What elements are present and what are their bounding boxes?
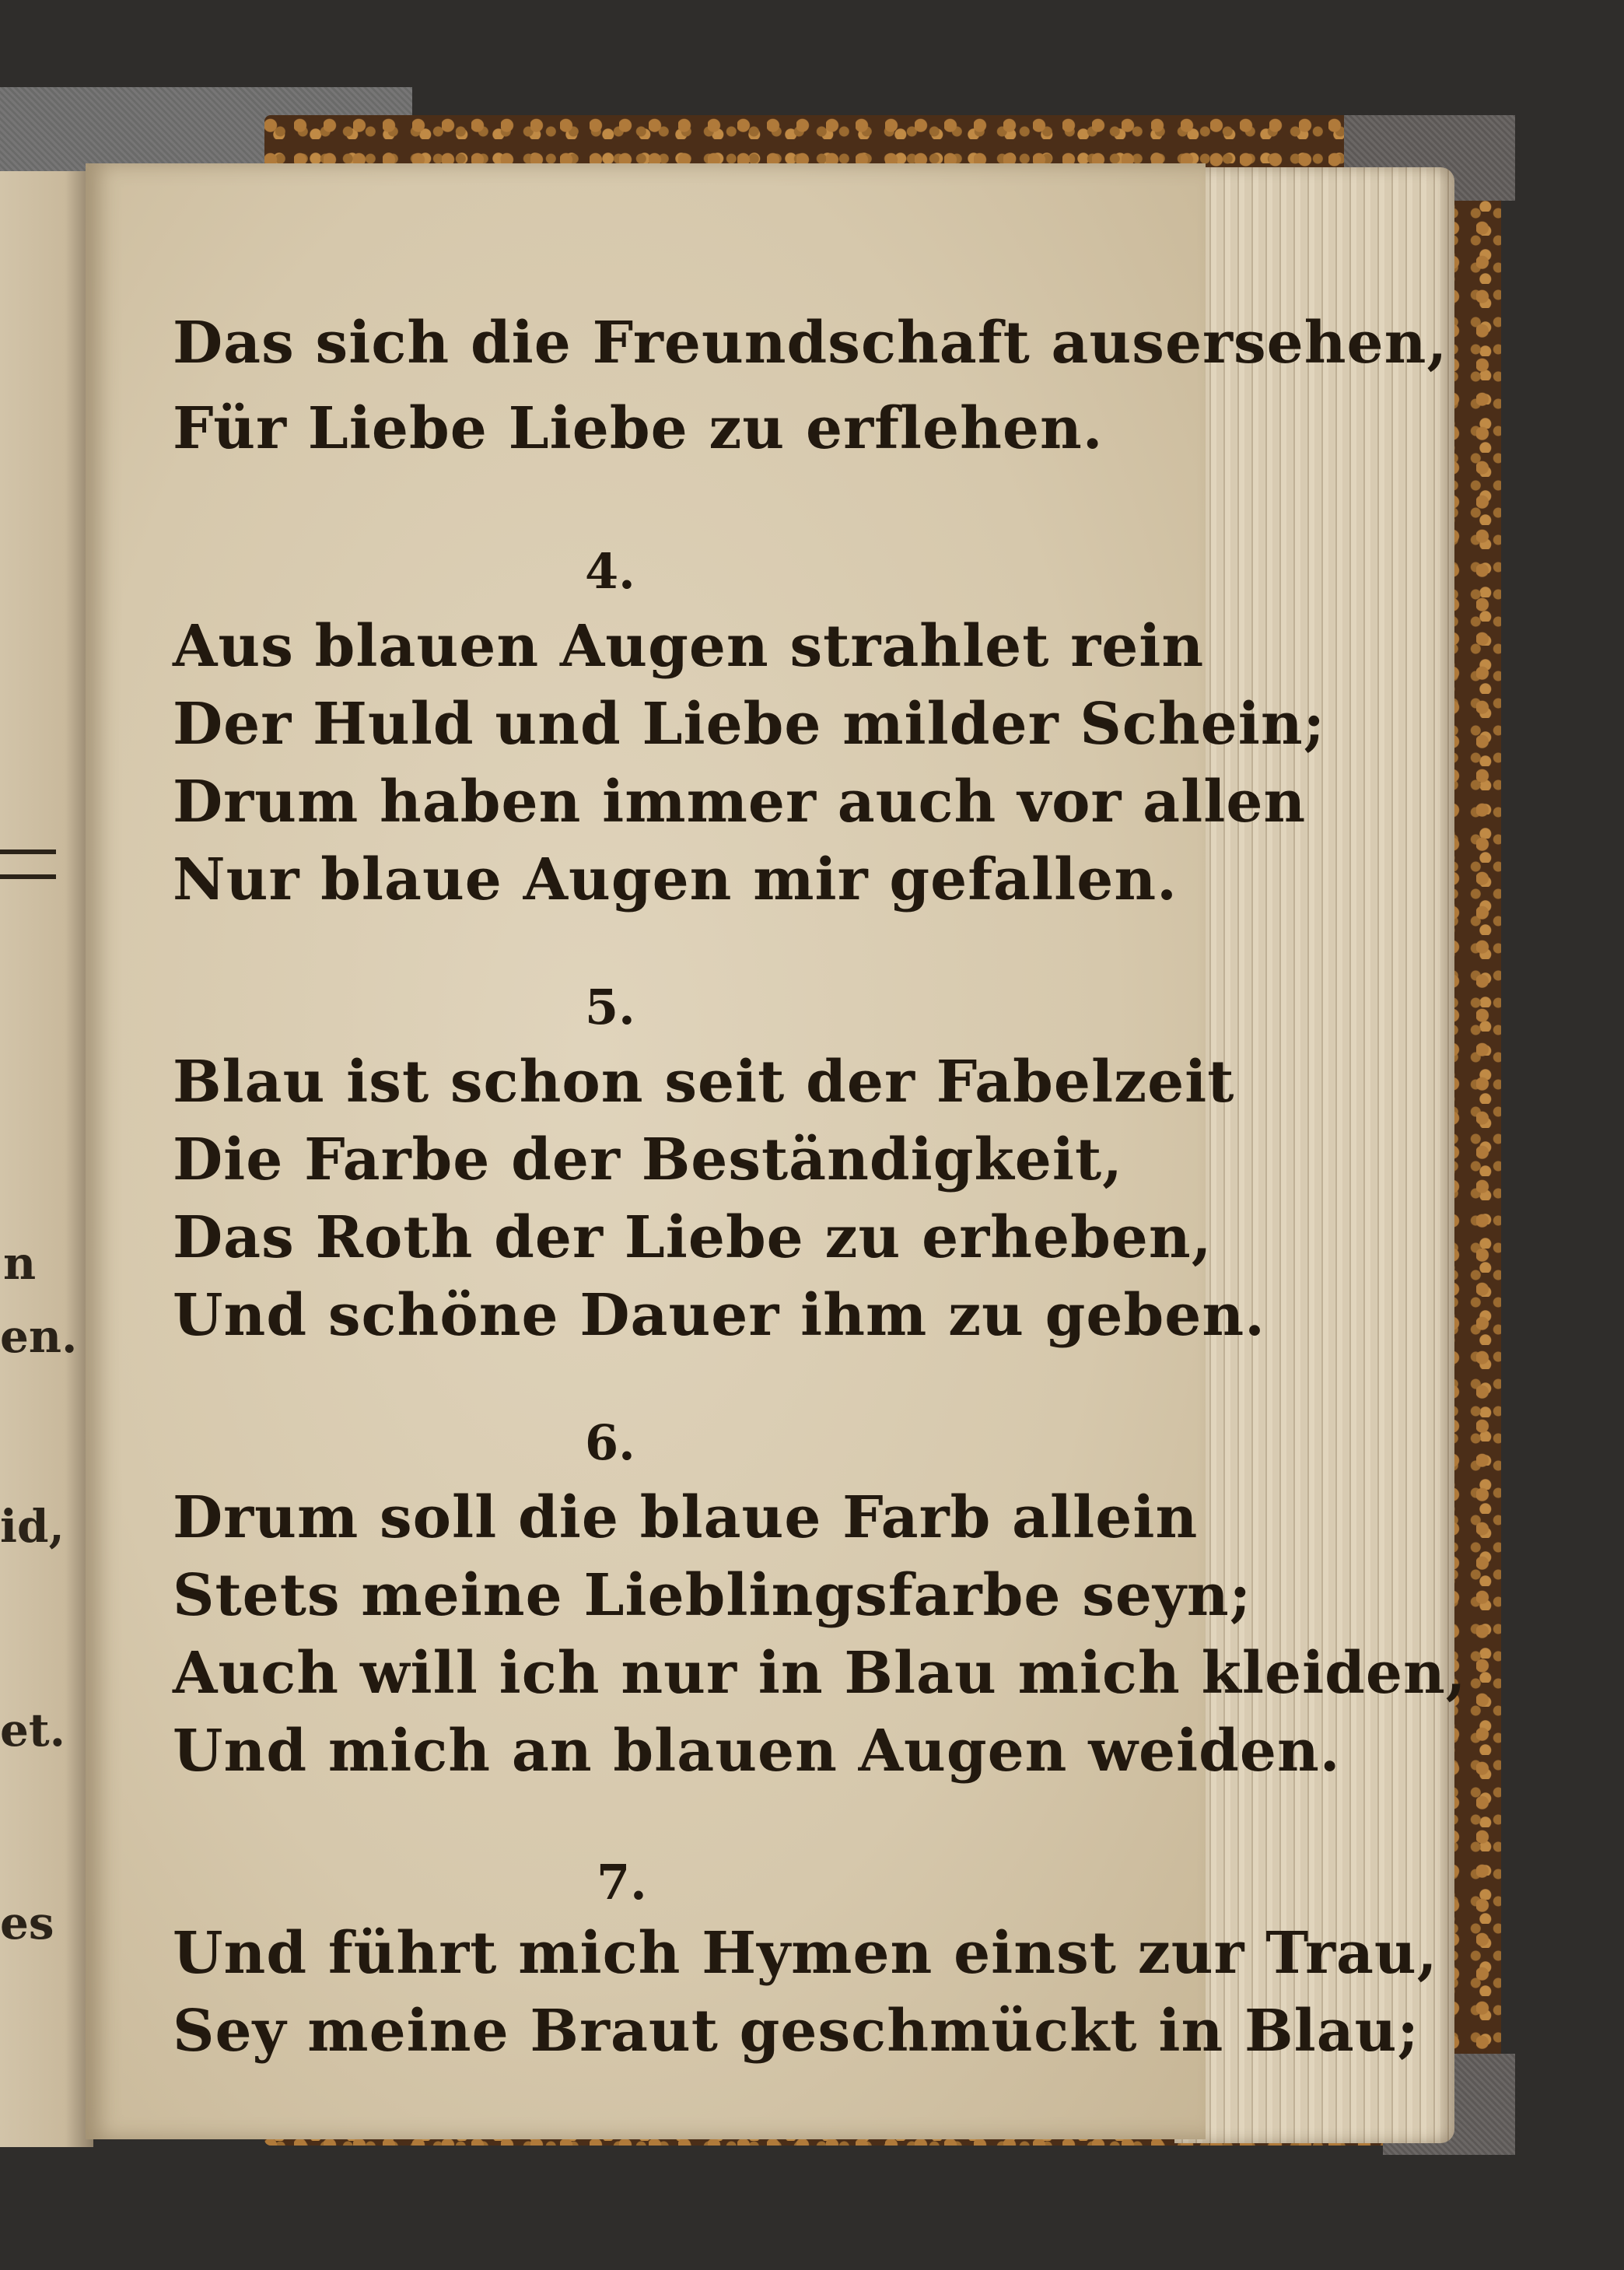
stanza-number: 4.: [585, 543, 635, 600]
verse-line: Die Farbe der Beständigkeit,: [173, 1126, 1123, 1193]
verse-line: Sey meine Braut geschmückt in Blau;: [173, 1998, 1419, 2065]
left-page-fragment: n: [3, 1237, 37, 1290]
verse-line: Für Liebe Liebe zu erflehen.: [173, 395, 1104, 462]
left-page-rule: [0, 849, 56, 879]
verse-line: Stets meine Lieblingsfarbe seyn;: [173, 1562, 1252, 1629]
stanza-number: 5.: [585, 979, 635, 1035]
verse-line: Auch will ich nur in Blau mich kleiden,: [173, 1640, 1467, 1707]
left-page-fragment: et.: [0, 1704, 65, 1757]
verse-line: Drum haben immer auch vor allen: [173, 769, 1307, 835]
verse-line: Und führt mich Hymen einst zur Trau,: [173, 1920, 1438, 1987]
left-page-fragment: es: [0, 1897, 54, 1949]
verse-line: Blau ist schon seit der Fabelzeit: [173, 1049, 1235, 1116]
verse-line: Und schöne Dauer ihm zu geben.: [173, 1282, 1265, 1349]
left-page-fragment: id,: [0, 1500, 65, 1553]
left-page-edge: [0, 171, 93, 2147]
page-stack-edges: [1174, 167, 1454, 2143]
left-page-fragment: en.: [0, 1310, 78, 1363]
verse-line: Und mich an blauen Augen weiden.: [173, 1718, 1341, 1785]
verse-line: Aus blauen Augen strahlet rein: [173, 613, 1205, 680]
stanza-number: 6.: [585, 1414, 635, 1471]
verse-line: Das Roth der Liebe zu erheben,: [173, 1204, 1213, 1271]
verse-line: Nur blaue Augen mir gefallen.: [173, 846, 1178, 913]
verse-line: Drum soll die blaue Farb allein: [173, 1484, 1199, 1551]
stanza-number: 7.: [597, 1854, 647, 1911]
verse-line: Der Huld und Liebe milder Schein;: [173, 691, 1325, 758]
verse-line: Das sich die Freundschaft ausersehen,: [173, 310, 1448, 377]
